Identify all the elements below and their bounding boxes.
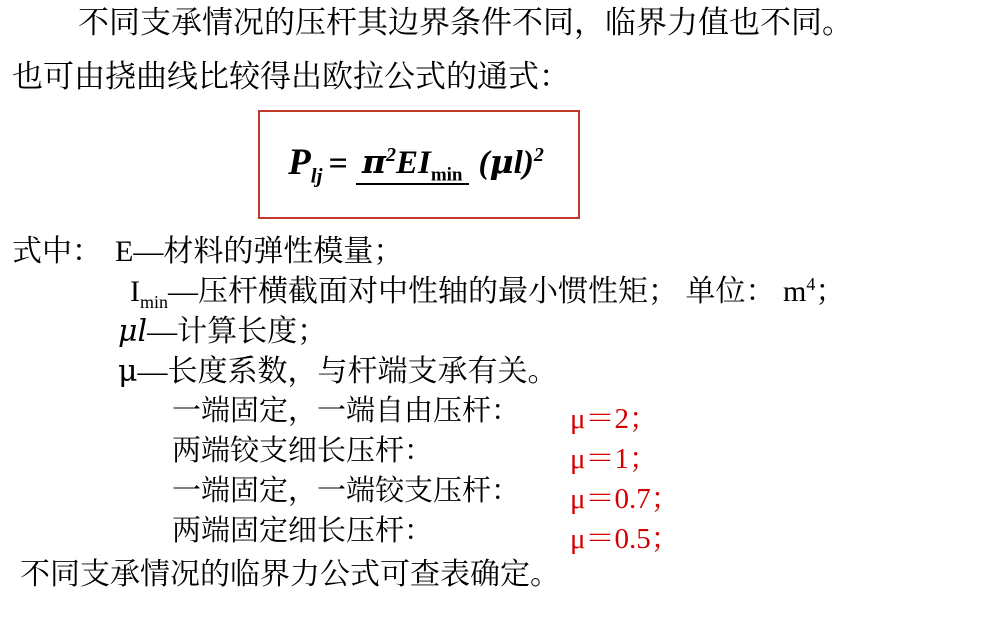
case-label-3: 一端固定，一端铰支压杆： — [172, 475, 521, 507]
formula-fraction — [356, 142, 550, 187]
legend-text-imin: —压杆横截面对中性轴的最小惯性矩； 单位： m — [168, 275, 807, 308]
formula-equals: = — [328, 145, 348, 183]
legend-item-imin — [130, 275, 845, 313]
intro-text: 不同支承情况的压杆其边界条件不同，临界力值也不同。 — [78, 5, 853, 40]
case-value-4: μ＝0.5； — [570, 523, 680, 555]
legend-text-imin-tail: ； — [815, 275, 846, 308]
euler-formula — [260, 112, 578, 217]
formula-numerator: $\pi^2EI_{min}$ — [356, 145, 469, 185]
case-label-4: 两端固定细长压杆： — [172, 515, 434, 547]
legend-label: 式中： — [12, 235, 102, 268]
legend-item-mul — [118, 315, 327, 348]
case-label-1: 一端固定，一端自由压杆： — [172, 395, 521, 427]
legend-item-mu — [118, 355, 558, 388]
formula-lhs: $P_{lj}$ — [288, 141, 323, 188]
legend-item-e — [115, 235, 403, 268]
case-value-3: μ＝0.7； — [570, 483, 680, 515]
legend-symbol-imin: I — [130, 275, 140, 308]
legend-symbol-mu: μ — [118, 354, 138, 389]
legend-text-e: —材料的弹性模量； — [133, 235, 404, 268]
legend-symbol-imin-sub: min — [140, 292, 169, 312]
closing-text: 不同支承情况的临界力公式可查表确定。 — [20, 558, 560, 591]
legend-text-mul: —计算长度； — [147, 315, 328, 348]
case-value-1: μ＝2； — [570, 403, 659, 435]
euler-formula-box — [258, 110, 580, 219]
legend-symbol-e: E — [115, 235, 134, 268]
legend-symbol-mul: μl — [118, 314, 148, 349]
case-value-2: μ＝1； — [570, 443, 659, 475]
secondary-text: 也可由挠曲线比较得出欧拉公式的通式： — [12, 59, 570, 94]
legend-unit-exponent: 4 — [806, 274, 816, 294]
case-label-2: 两端铰支细长压杆： — [172, 435, 434, 467]
legend-text-mu: —长度系数，与杆端支承有关。 — [137, 355, 558, 388]
formula-denominator: $(\mu l)^2$ — [478, 142, 544, 182]
